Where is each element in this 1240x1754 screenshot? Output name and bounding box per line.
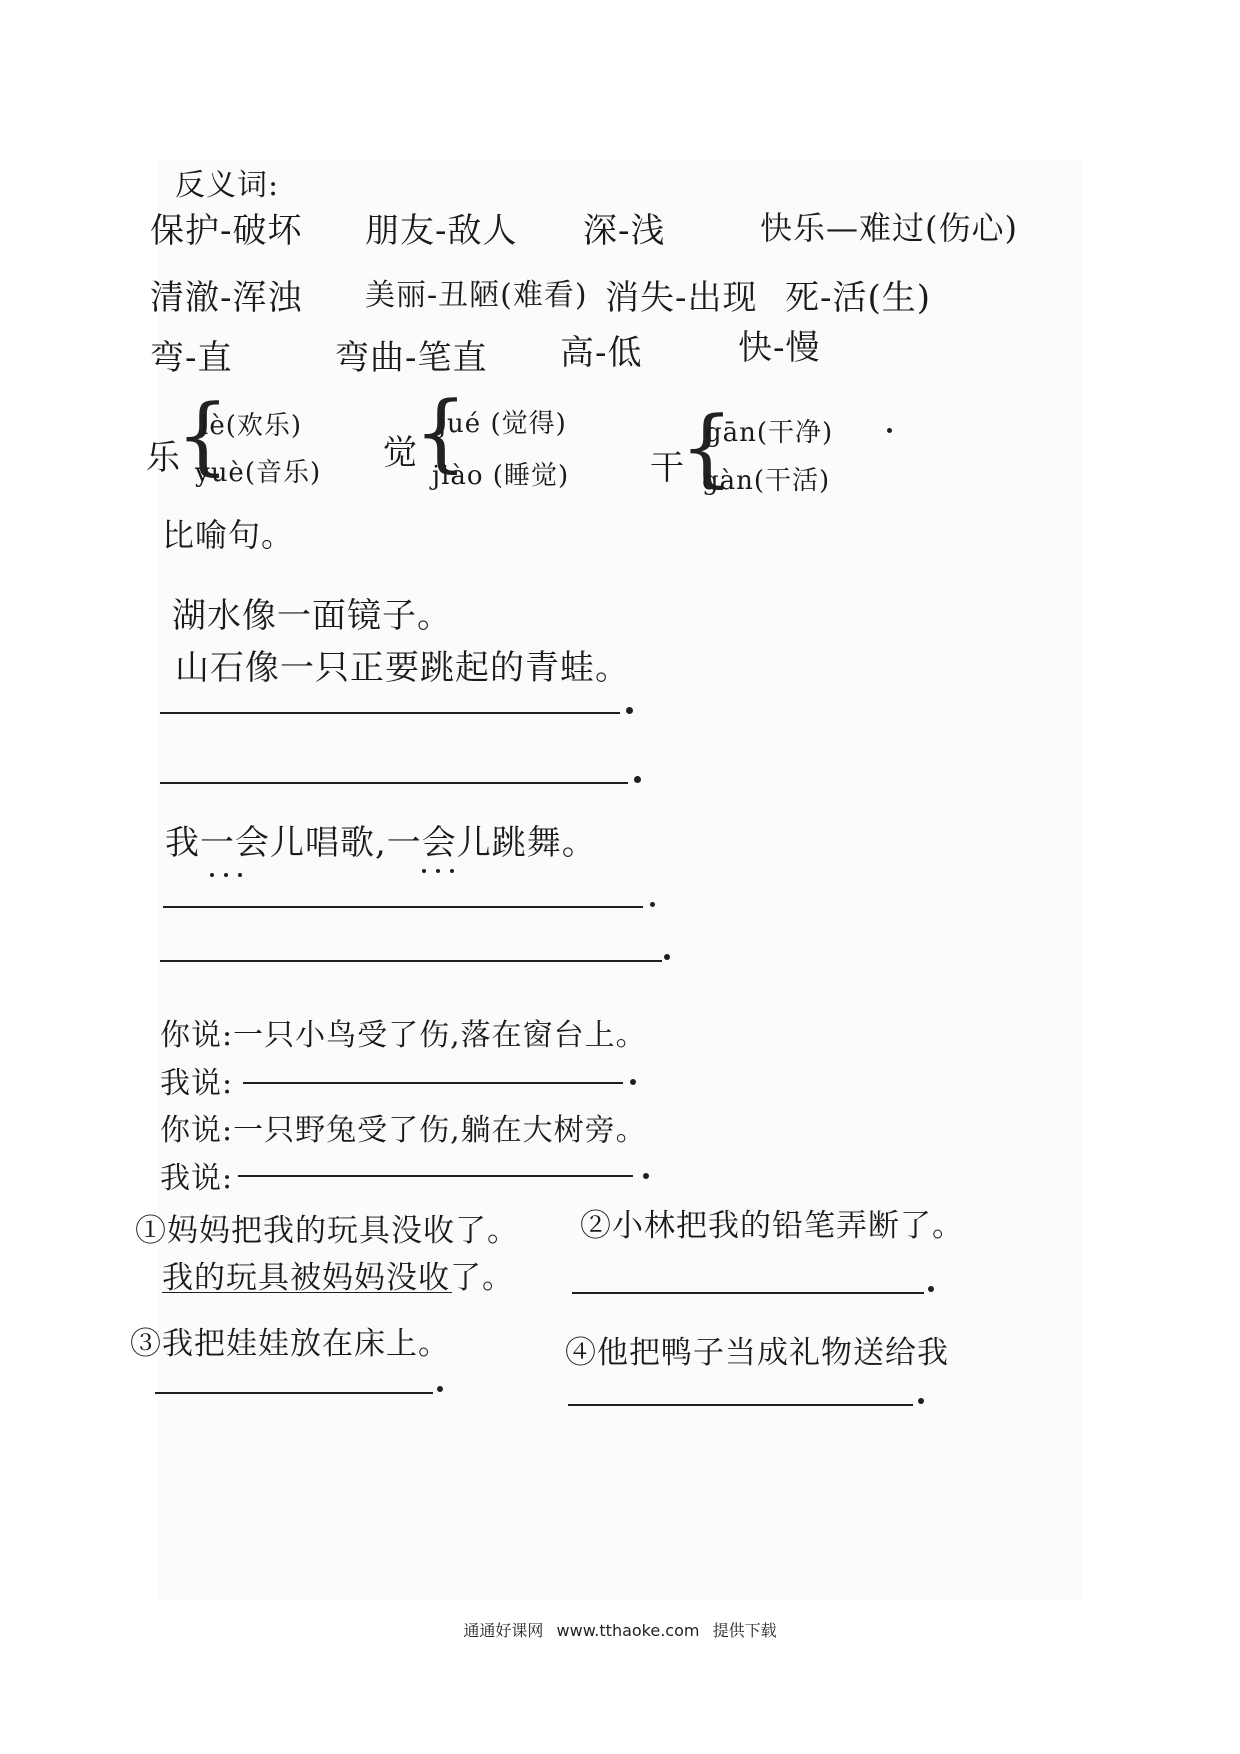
polyphone-char: 乐: [146, 438, 181, 478]
polyphone-char: 觉: [383, 433, 418, 473]
answer-line: [160, 782, 628, 784]
emphasis-dots: [210, 862, 252, 866]
answer-line: [163, 906, 643, 908]
polyphone-reading: lè(欢乐): [200, 411, 302, 441]
ba-sentence: ①妈妈把我的玩具没收了。: [135, 1213, 519, 1249]
polyphone-reading: gān(干净): [705, 418, 834, 448]
period-mark: [437, 1386, 443, 1392]
period-mark: [918, 1398, 924, 1404]
pattern-sentence: 我一会儿唱歌,一会儿跳舞。: [165, 823, 597, 863]
antonym-pair: 朋友-敌人: [365, 211, 518, 251]
dialogue-label: 我说:: [160, 1161, 234, 1196]
ba-sentence: ③我把娃娃放在床上。: [130, 1326, 450, 1362]
ba-sentence: ②小林把我的铅笔弄断了。: [580, 1208, 964, 1244]
footer: [0, 1618, 1240, 1641]
antonym-pair: 深-浅: [583, 211, 666, 251]
brace-icon: {: [680, 398, 734, 496]
dialogue-line: 你说:一只小鸟受了伤,落在窗台上。: [160, 1018, 647, 1053]
period-mark: [928, 1286, 934, 1292]
polyphone-reading: jiào (睡觉): [432, 461, 570, 491]
brace-icon: {: [414, 383, 468, 481]
antonym-pair: 保护-破坏: [150, 211, 303, 251]
answer-line: [243, 1082, 623, 1084]
antonym-pair: 弯-直: [150, 338, 233, 378]
scanned-worksheet: [158, 160, 1083, 1600]
dialogue-label: 我说:: [160, 1066, 234, 1101]
antonym-pair: 死-活(生): [785, 278, 932, 318]
antonyms-heading: 反义词:: [175, 168, 280, 203]
simile-example: 山石像一只正要跳起的青蛙。: [175, 648, 630, 688]
antonym-pair: 弯曲-笔直: [335, 338, 488, 378]
bei-answer: 我的玩具被妈妈没收了。: [162, 1260, 514, 1296]
period-mark: [630, 1079, 636, 1085]
period-mark: [643, 1173, 649, 1179]
emphasis-dots: [422, 858, 464, 862]
answer-underline: [162, 1292, 452, 1293]
antonym-pair: 美丽-丑陋(难看): [365, 278, 588, 313]
answer-line: [568, 1404, 913, 1406]
ba-sentence: ④他把鸭子当成礼物送给我: [565, 1335, 949, 1371]
footer-url[interactable]: www.tthaoke.com: [556, 1621, 700, 1640]
polyphone-reading: gàn(干活): [702, 466, 831, 496]
polyphone-char: 干: [650, 448, 685, 488]
footer-site-name: 通通好课网: [463, 1621, 544, 1640]
antonym-pair: 快乐—难过(伤心): [760, 209, 1018, 247]
simile-heading: 比喻句。: [162, 516, 295, 554]
brace-icon: {: [176, 386, 230, 484]
stray-mark: [887, 428, 892, 433]
dialogue-line: 你说:一只野兔受了伤,躺在大树旁。: [160, 1113, 647, 1148]
answer-line: [238, 1175, 633, 1177]
antonym-pair: 高-低: [560, 333, 643, 373]
antonym-pair: 清澈-浑浊: [150, 278, 303, 318]
antonym-pair: 快-慢: [738, 328, 821, 368]
antonym-pair: 消失-出现: [605, 278, 758, 318]
answer-line: [572, 1292, 924, 1294]
answer-line: [160, 712, 620, 714]
polyphone-reading: jué (觉得): [438, 409, 567, 439]
period-mark: [664, 954, 670, 960]
answer-line: [160, 960, 662, 962]
period-mark: [626, 707, 633, 714]
simile-example: 湖水像一面镜子。: [172, 596, 452, 636]
polyphone-reading: yuè(音乐): [195, 458, 322, 488]
answer-line: [155, 1392, 433, 1394]
period-mark: [650, 902, 655, 907]
period-mark: [634, 776, 641, 783]
footer-note: 提供下载: [712, 1621, 777, 1640]
